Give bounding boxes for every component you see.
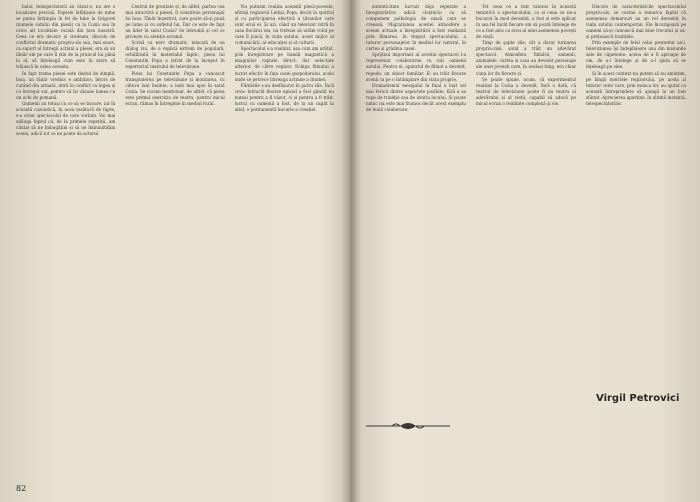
paragraph: Se poate spune, acum, că experimentul realizat la Cozia a dovedit, încă o dată, că teatrul de televiziune poate fi un teatru al adevărului și al vieții, capabil să aducă pe micul ecran o realitate complexă și vie.	[476, 76, 576, 106]
ornament-icon	[364, 420, 452, 432]
paragraph: Și în acest context nu putem să nu amintim, pe lângă meritele regizorului, pe acela al tuturor celor care, prin munca lor, au ajutat ca această întreprindere să ajungă la un bun sfârșit. Aprecierea aparține, în ultimă instanță, telespectatorilor.	[586, 70, 686, 106]
paragraph: Prin exemple de felul celui prezentat aici, televiziunea își îndeplinește una din misiunile sale de căpetenie: aceea de a fi aproape de om, de a-l înțelege și de a-l ajuta să se înțeleagă pe sine.	[586, 40, 686, 70]
paragraph: Dincolo de caracteristicile spectacolului propriu-zis, se cuvine a remarca faptul că asemenea demersuri au un rol deosebit în viața satului contemporan. Ele încurajează pe oameni să-și cunoască mai bine trecutul și să-și prețuiască tradițiile.	[586, 4, 686, 40]
paragraph: autenticitate lucruri deja repetate a înregistrărilor, adică «lozincă» ca să compunem psihologia de masă care se creează. Migrațiunea acestei atmosfere a scenei actuale a înregistrării a fost realizată prin filmarea, în timpul spectacolului, a tuturor personajelor în mediul lor natural, în curtea și grădina casei.	[366, 4, 466, 52]
paragraph: În fapt trama piesei este destul de simplă. Iosa, un tânăr vrednic e ambițios, întors de curând din armată, intră în conflict cu legea și cu întregul sat, pentru că își văzuse lumea cu un ochi de pomană.	[16, 70, 116, 100]
author-signature: Virgil Petrovici	[596, 393, 680, 404]
text-column	[16, 4, 115, 137]
paragraph: Timp de şapte zile, cât a durat turnarea propriu-zisă, satul a trăit un adevărat spectacol. Atmosfera filmării, oamenii, animalele, curtea și casa au devenit personaje ale unei povești care, în același timp, era chiar viața lor de fiecare zi.	[476, 40, 576, 76]
paragraph: Centrul de greutate și, de altfel, partea cea mai atractivă a piesei, îl constituie personajul lui Iosa. Tânăr înzestrat, care poate să-și pună pe lume și cu sufletul lui. Dar ce este de fapt un lider în satul Cozia? Se întreabă și cel ce privește cu atenție ecranul.	[125, 4, 225, 40]
paragraph: Sprijinul important al acestui spectacol l-a reprezentat colaborarea cu toți oamenii satului. Pentru ei, aparatul de filmat a devenit, repede, un obiect familiar. Ei au trăit fiecare scenă ca pe o întâmplare din viața proprie.	[366, 52, 466, 82]
right-page-columns	[366, 4, 686, 384]
paragraph: balul, telespectatorii au văzut-o, nu are o localizare precisă. Faptele înfățișate de mine se putea întâmpla în fel de bine la Grigorei (numele satului din piesă) ca la Cozia sau în orice alt localitate rurală din țara noastră. Ceea ce era decisiv și credeam, dincolo de conflictul dramatic propriu-zis sau, mai exact, ca suport al întregii acțiuni a piesei, era să un tânăr om pe care îl știe de la pruncul lui până la el, să înțeleagă cum este în stare să trăiască în valea aceasta.	[16, 4, 116, 70]
page-number: 82	[16, 484, 27, 493]
text-column	[235, 4, 334, 137]
paragraph: Spectacolul s-a realizat, așa cum am arătat, prin înregistrare pe bandă magnetică a imaginilor captate direct, dar selectate ulterior, de către regizor. Echipa filmului a lucrat efectiv în fața casei gospodarului, acolo unde se petrece întreaga acțiune a dramei.	[234, 46, 334, 82]
text-column	[125, 4, 224, 137]
text-column	[476, 4, 576, 384]
paragraph: Nu puteam realiza această piesă-poveste, afirmă regizorul Letiția Popa, decât în spiritul și cu participarea efectivă a țăranilor care sunt eroii ei. Și azi, când un televizor intră în casa fiecărui om, nu trebuie să uităm rolul pe care îl joacă, în viața satului, acest mijloc al comunicării, al educației și al culturii.	[234, 4, 334, 46]
paragraph: Scrisă cu nerv dramatic, mișcată de un dialog viu, de o replică extrem de populară, echilibrată în materialul faptic, piesa lui Constantin Popa a intrat de la început în repertoriul teatrului de televiziune.	[125, 40, 225, 70]
paragraph: Dramatismul mesajului în final a luat cel mai fericit dintre aspectele posibile, fără a se rupe de tradiție sau de istoria locului. Și poate nimic nu este mai frumos decât acest exemplu de bună colaborare.	[366, 82, 466, 112]
right-page	[352, 0, 700, 502]
book-gutter	[340, 0, 362, 502]
text-column	[366, 4, 466, 384]
left-page	[0, 0, 348, 502]
left-page-columns	[16, 4, 334, 137]
text-column	[586, 4, 686, 384]
paragraph: Tot ceea ce a fost valoros în această tentativă a spectacolului, ca și ceea ce ne-a bucurat în mod deosebit, a fost și este aplicat în așa fel încât fiecare om să poată înțelege de ce a fost ales ca erou al unei asemenea povești de viață.	[476, 4, 576, 40]
paragraph: Piesa lui Constantin Popa a cunoscut transpunerea pe televiziune și montarea, cu câteva luni înainte, a ieșit mai apoi în satul Cozia. Se cuvine menționat, de altfel, că piesa este primul exercițiu de teatru, pentru micul ecran, rămas în întregime în mediul rural.	[125, 70, 225, 106]
paragraph: Oamenii au totuși cu ce să se bucure, iar în această cazuistică, în acea țesătură de fapte, s-a creat spectacolul de care vorbim. Voi mai adăuga faptul că, de la primele repetiții, am căutat să ne îmbogățim și să ne îmbunătățim scena, adică tot ce ne poate da actorul.	[16, 100, 116, 136]
paragraph: Filmările s-au desfășurat în patru zile. Încă ceva: întrucât fiecare episod a fost gândit nu numai pentru a fi văzut, ci și pentru a fi trăit, lucrul cu oamenii a fost, de la un capăt la altul, o permanentă bucurie a creației.	[234, 82, 334, 112]
